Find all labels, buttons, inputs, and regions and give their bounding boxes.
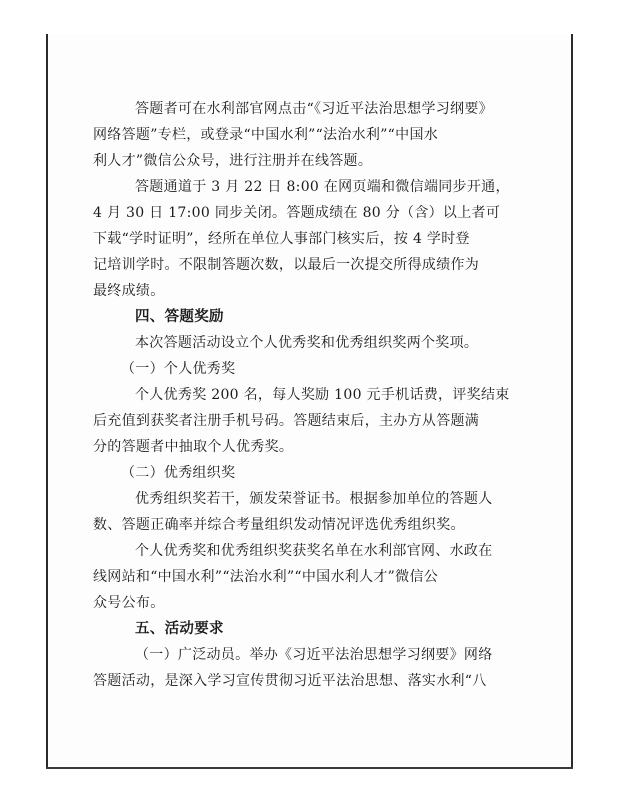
paragraph-line: 4 月 30 日 17:00 同步关闭。答题成绩在 80 分（含）以上者可 [93, 205, 501, 221]
section-heading: 五、活动要求 [135, 621, 224, 637]
scan-edge-right [571, 34, 573, 769]
paragraph-line: 个人优秀奖和优秀组织奖获奖名单在水利部官网、水政在 [135, 543, 493, 559]
paragraph-line: 最终成绩。 [93, 283, 165, 299]
paragraph-line: 答题通道于 3 月 22 日 8:00 在网页端和微信端同步开通， [135, 179, 510, 195]
subsection-heading: （二）优秀组织奖 [121, 465, 236, 481]
paragraph-line: 记培训学时。不限制答题次数，以最后一次提交所得成绩作为 [93, 257, 480, 273]
paragraph-line: 网络答题”专栏，或登录“中国水利”“法治水利”“中国水 [93, 127, 439, 143]
paragraph-line: 分的答题者中抽取个人优秀奖。 [93, 439, 294, 455]
paragraph-line: 答题活动，是深入学习宣传贯彻习近平法治思想、落实水利“八 [93, 673, 487, 689]
paragraph-line: 线网站和“中国水利”“法治水利”“中国水利人才”微信公 [93, 569, 439, 585]
paragraph-line: 答题者可在水利部官网点击“《习近平法治思想学习纲要》 [135, 101, 493, 117]
paragraph-line: 本次答题活动设立个人优秀奖和优秀组织奖两个奖项。 [135, 335, 479, 351]
paragraph-line: 利人才”微信公众号，进行注册并在线答题。 [93, 153, 373, 169]
scan-edge-bottom [46, 767, 573, 769]
section-heading: 四、答题奖励 [135, 309, 224, 325]
paragraph-line: （一）广泛动员。举办《习近平法治思想学习纲要》网络 [135, 647, 493, 663]
paragraph-line: 下载“学时证明”，经所在单位人事部门核实后，按 4 学时登 [93, 231, 470, 247]
paragraph-line: 优秀组织奖若干，颁发荣誉证书。根据参加单位的答题人 [135, 491, 493, 507]
subsection-heading: （一）个人优秀奖 [121, 361, 236, 377]
paragraph-line: 众号公布。 [93, 595, 165, 611]
paragraph-line: 数、答题正确率并综合考量组织发动情况评选优秀组织奖。 [93, 517, 465, 533]
paragraph-line: 后充值到获奖者注册手机号码。答题结束后，主办方从答题满 [93, 413, 480, 429]
paragraph-line: 个人优秀奖 200 名，每人奖励 100 元手机话费，评奖结束 [135, 387, 510, 403]
document-body [93, 96, 523, 694]
